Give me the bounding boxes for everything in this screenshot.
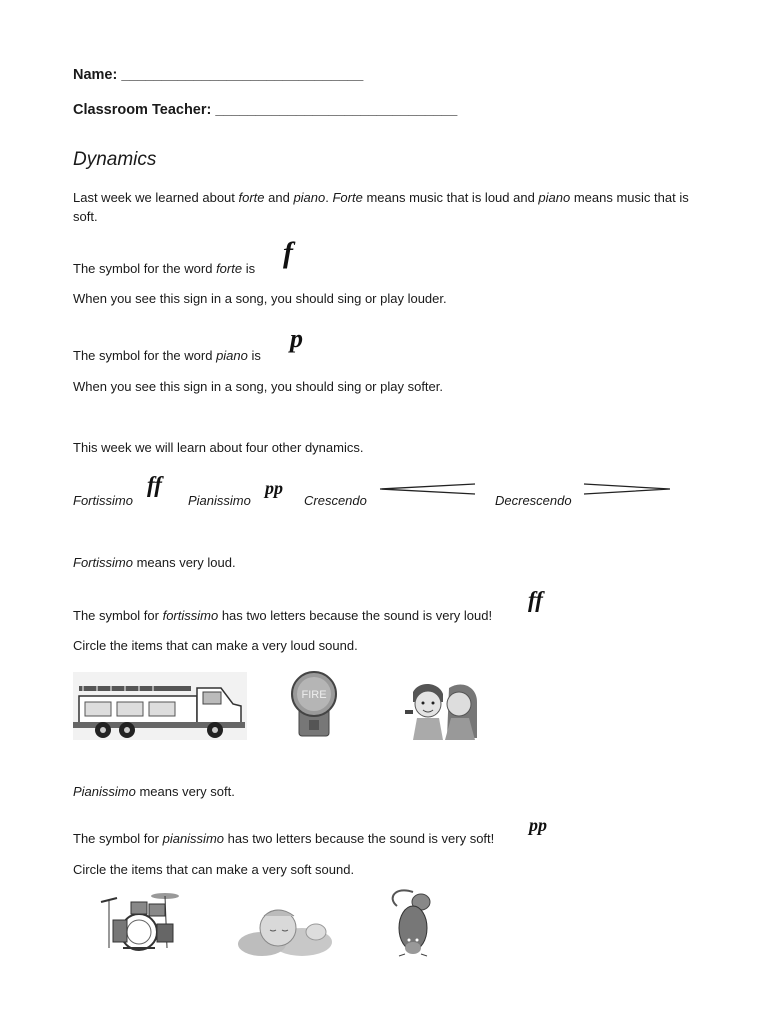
decrescendo-hairpin-icon [582, 482, 672, 496]
piano-symbol: p [290, 324, 303, 353]
fortissimo-symbol: ff [147, 472, 162, 497]
teacher-field-label: Classroom Teacher: ______________________________ [73, 102, 458, 118]
crescendo-label: Crescendo [304, 493, 367, 508]
mouse-image [385, 888, 443, 958]
fortissimo-inline-symbol: ff [528, 587, 543, 612]
circle-loud-instruction: Circle the items that can make a very loud sound. [73, 638, 358, 653]
fire-truck-image [73, 672, 247, 740]
bell-label: FIRE [301, 689, 327, 701]
fortissimo-symbol-sentence: The symbol for fortissimo has two letters because the sound is very loud! [73, 608, 493, 623]
fire-alarm-bell-image [287, 670, 341, 738]
forte-symbol-sentence: The symbol for the word forte is [73, 261, 256, 276]
sleeping-baby-image [236, 898, 334, 960]
crescendo-hairpin-icon [378, 482, 478, 496]
decrescendo-label: Decrescendo [495, 493, 572, 508]
fortissimo-label: Fortissimo [73, 493, 133, 508]
piano-symbol-sentence: The symbol for the word piano is [73, 348, 261, 363]
page-title: Dynamics [73, 149, 157, 170]
pianissimo-label: Pianissimo [188, 493, 251, 508]
pianissimo-symbol: pp [265, 478, 283, 498]
intro-paragraph: Last week we learned about forte and piano. Forte means music that is loud and piano means music that is soft. [73, 190, 689, 224]
drum-set-image [95, 888, 185, 956]
pianissimo-definition: Pianissimo means very soft. [73, 784, 235, 799]
pianissimo-symbol-sentence: The symbol for pianissimo has two letters because the sound is very soft! [73, 831, 495, 846]
forte-symbol: f [283, 236, 293, 269]
piano-instruction: When you see this sign in a song, you should sing or play softer. [73, 379, 443, 394]
week-intro: This week we will learn about four other dynamics. [73, 440, 364, 455]
forte-instruction: When you see this sign in a song, you should sing or play louder. [73, 291, 447, 306]
fortissimo-definition: Fortissimo means very loud. [73, 555, 236, 570]
name-field-label: Name: ______________________________ [73, 67, 364, 83]
circle-soft-instruction: Circle the items that can make a very soft sound. [73, 862, 355, 877]
whispering-girls-image [403, 680, 483, 740]
pianissimo-inline-symbol: pp [529, 815, 547, 835]
